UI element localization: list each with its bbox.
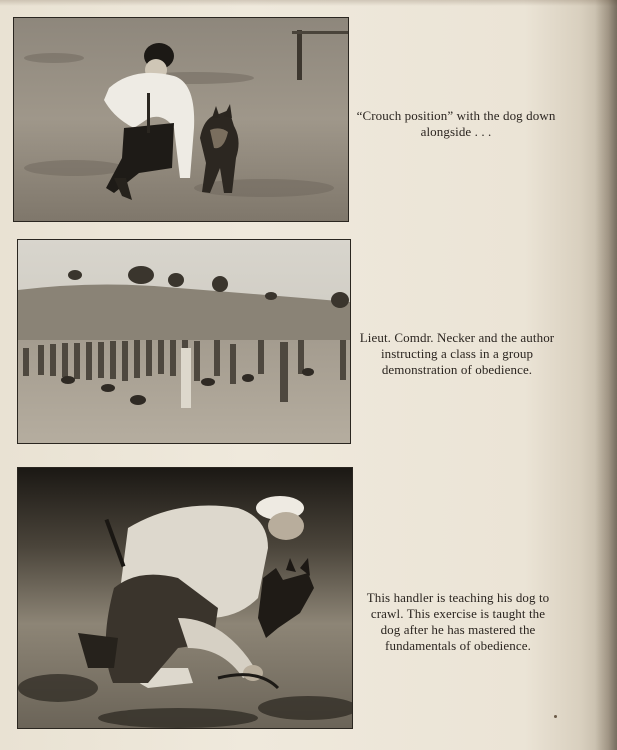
photo-crouch-position — [13, 17, 349, 222]
gutter-shadow — [595, 0, 617, 750]
photo-handler-dog-crawl — [17, 467, 353, 729]
photo-group-demonstration — [17, 239, 351, 444]
page-speck — [554, 715, 557, 718]
caption-crouch-position: “Crouch position” with the dog down alongside . . . — [356, 108, 556, 139]
caption-group-demonstration: Lieut. Comdr. Necker and the author instructing a class in a group demonstration of obedience. — [359, 330, 555, 377]
page-top-shading — [0, 0, 617, 6]
photo-crouch-position-image — [14, 18, 348, 221]
photo-handler-dog-crawl-image — [18, 468, 352, 728]
photo-group-demonstration-image — [18, 240, 350, 443]
caption-dog-crawl: This handler is teaching his dog to crawl. This exercise is taught the dog after he has mastered the fundamentals of obedience. — [366, 590, 550, 653]
